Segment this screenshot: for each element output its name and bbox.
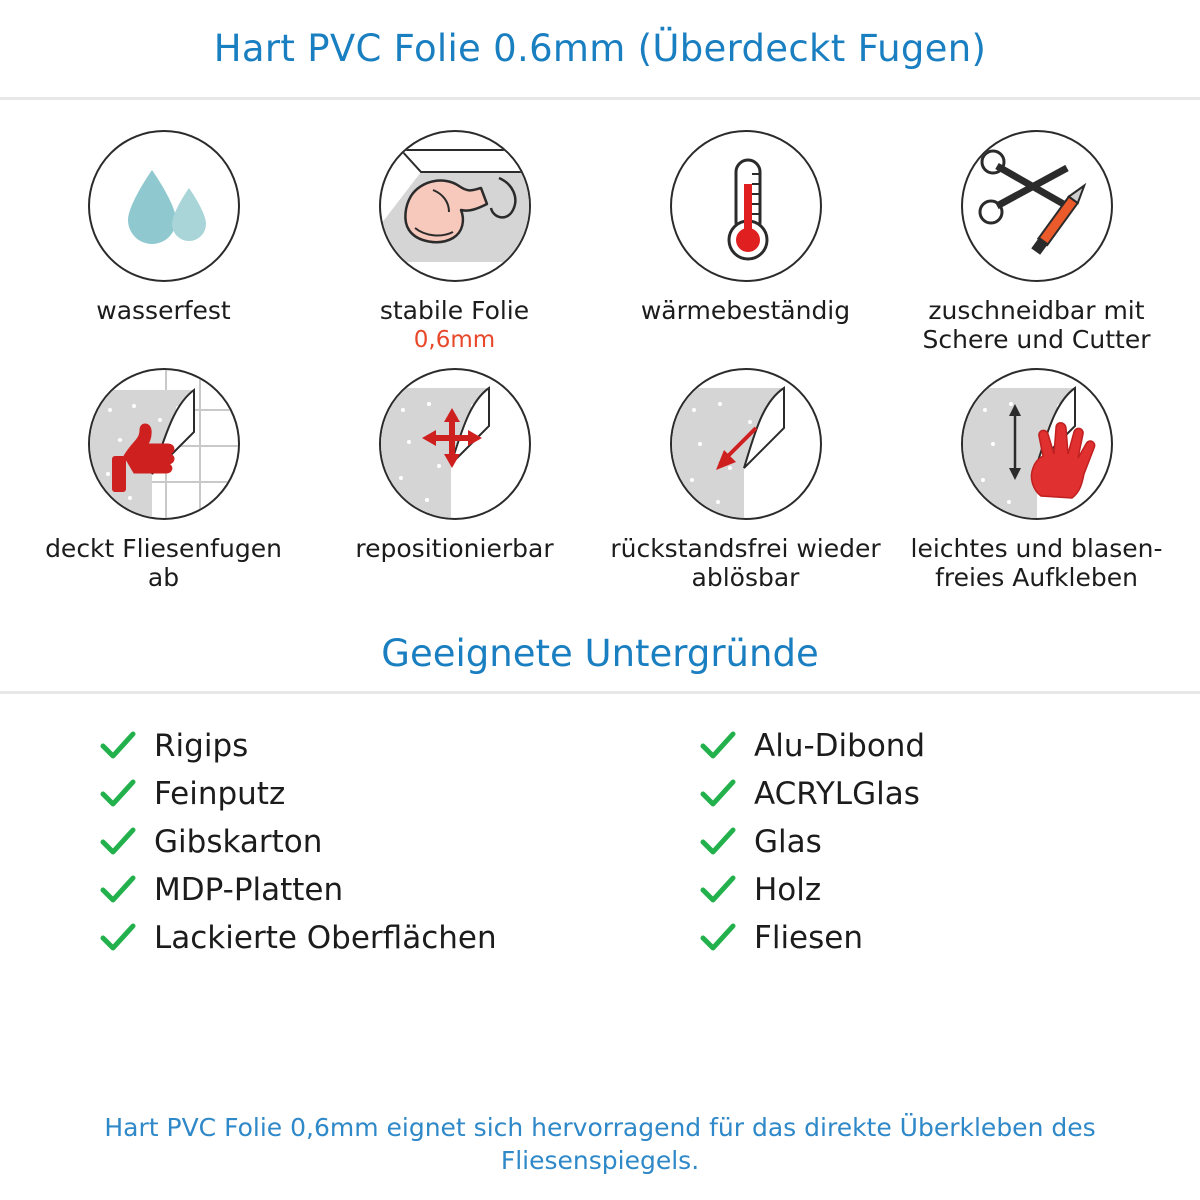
list-item bbox=[100, 818, 600, 866]
strong-arm-icon bbox=[379, 130, 531, 282]
feature-item bbox=[600, 130, 891, 356]
substrate-label: Fliesen bbox=[754, 920, 863, 956]
list-item bbox=[100, 914, 600, 962]
list-item bbox=[700, 818, 1200, 866]
substrate-column-right bbox=[600, 722, 1200, 962]
check-icon bbox=[700, 923, 736, 953]
scissors-cutter-icon bbox=[961, 130, 1113, 282]
peel-arrow-icon bbox=[670, 368, 822, 520]
check-icon bbox=[100, 875, 136, 905]
section-title: Geeignete Untergründe bbox=[0, 632, 1200, 694]
feature-sublabel: 0,6mm bbox=[413, 327, 496, 353]
check-icon bbox=[700, 779, 736, 809]
feature-item bbox=[309, 368, 600, 594]
substrate-label: Feinputz bbox=[154, 776, 286, 812]
list-item bbox=[100, 770, 600, 818]
feature-label: stabile Folie bbox=[379, 296, 530, 325]
list-item bbox=[700, 770, 1200, 818]
check-icon bbox=[100, 779, 136, 809]
hand-smooth-icon bbox=[961, 368, 1113, 520]
move-arrows-icon bbox=[379, 368, 531, 520]
check-icon bbox=[700, 875, 736, 905]
list-item bbox=[100, 722, 600, 770]
substrate-label: Lackierte Oberflächen bbox=[154, 920, 497, 956]
substrate-label: Alu-Dibond bbox=[754, 728, 926, 764]
feature-label: repositionierbar bbox=[355, 534, 554, 563]
water-drops-icon bbox=[88, 130, 240, 282]
list-item bbox=[700, 722, 1200, 770]
check-icon bbox=[100, 827, 136, 857]
check-icon bbox=[100, 731, 136, 761]
substrate-label: Gibskarton bbox=[154, 824, 323, 860]
list-item bbox=[700, 866, 1200, 914]
feature-item bbox=[891, 368, 1182, 594]
feature-item bbox=[891, 130, 1182, 356]
feature-label: wasserfest bbox=[96, 296, 231, 325]
feature-item bbox=[18, 130, 309, 356]
list-item bbox=[100, 866, 600, 914]
check-icon bbox=[100, 923, 136, 953]
feature-label: leichtes und blasen-freies Aufkleben bbox=[910, 534, 1163, 592]
feature-label: deckt Fliesenfugen ab bbox=[45, 534, 282, 592]
feature-label: zuschneidbar mit Schere und Cutter bbox=[922, 296, 1151, 354]
substrate-label: MDP-Platten bbox=[154, 872, 344, 908]
substrate-label: Holz bbox=[754, 872, 822, 908]
check-icon bbox=[700, 731, 736, 761]
feature-label: rückstandsfrei wieder ablösbar bbox=[610, 534, 881, 592]
substrate-label: ACRYLGlas bbox=[754, 776, 920, 812]
footer-note: Hart PVC Folie 0,6mm eignet sich hervorragend für das direkte Überkleben des Fliesenspiegels. bbox=[104, 1112, 1096, 1176]
substrate-label: Rigips bbox=[154, 728, 249, 764]
check-icon bbox=[700, 827, 736, 857]
thermometer-icon bbox=[670, 130, 822, 282]
feature-label: wärmebeständig bbox=[640, 296, 851, 325]
thumbs-up-tiles-icon bbox=[88, 368, 240, 520]
substrate-label: Glas bbox=[754, 824, 822, 860]
substrate-column-left bbox=[0, 722, 600, 962]
list-item bbox=[700, 914, 1200, 962]
feature-item bbox=[309, 130, 600, 356]
header bbox=[0, 0, 1200, 100]
feature-grid bbox=[0, 100, 1200, 594]
feature-item bbox=[18, 368, 309, 594]
page-title: Hart PVC Folie 0.6mm (Überdeckt Fugen) bbox=[213, 27, 987, 70]
substrate-lists bbox=[0, 694, 1200, 962]
feature-item bbox=[600, 368, 891, 594]
